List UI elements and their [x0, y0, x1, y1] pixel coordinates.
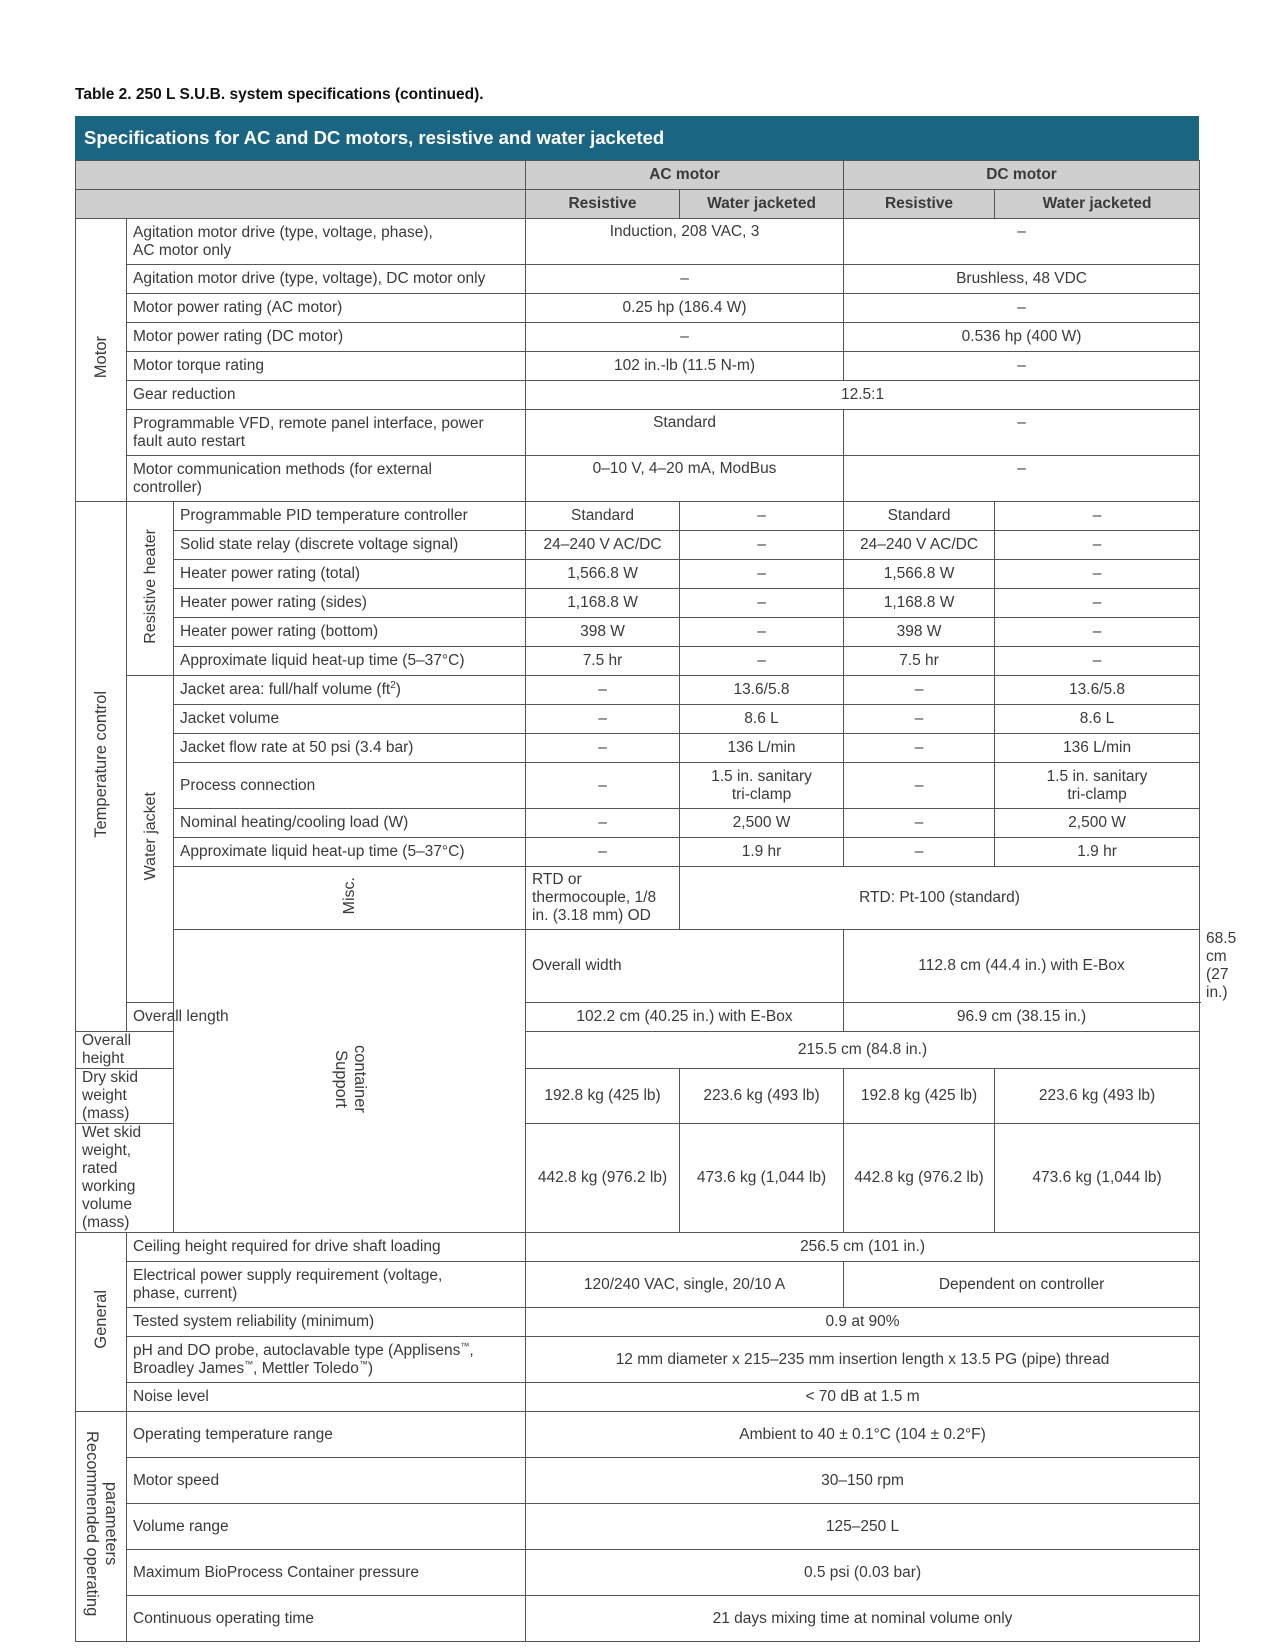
- cell-ac-resistive: –: [526, 809, 680, 838]
- cell-ac-resistive: 24–240 V AC/DC: [526, 531, 680, 560]
- cell-dc: –: [844, 219, 1200, 265]
- cell-ac-resistive: –: [526, 734, 680, 763]
- cell-all: 0.5 psi (0.03 bar): [526, 1550, 1200, 1596]
- cell-dc: 96.9 cm (38.15 in.): [844, 1003, 1200, 1032]
- section-recommended-operating-parameters: Recommended operating parameters: [76, 1412, 127, 1642]
- cell-dc-resistive: Standard: [844, 502, 995, 531]
- row-label: Jacket volume: [174, 705, 526, 734]
- row-label: Overall length: [127, 1003, 526, 1032]
- table-row: [76, 265, 1200, 294]
- table-row: [76, 1596, 1200, 1642]
- cell-dc: –: [844, 352, 1200, 381]
- header-dc-resistive: Resistive: [844, 190, 995, 219]
- cell-dc-water-jacketed: 13.6/5.8: [995, 676, 1200, 705]
- table-row: [76, 1550, 1200, 1596]
- cell-ac-resistive: –: [526, 705, 680, 734]
- cell-ac: 0–10 V, 4–20 mA, ModBus: [526, 456, 844, 502]
- row-label: RTD or thermocouple, 1/8 in. (3.18 mm) OD: [526, 867, 680, 930]
- cell-dc-water-jacketed: 223.6 kg (493 lb): [995, 1069, 1200, 1124]
- cell-dc-resistive: –: [844, 809, 995, 838]
- cell-dc-resistive: 398 W: [844, 618, 995, 647]
- table-row: [76, 734, 1200, 763]
- row-label: Maximum BioProcess Container pressure: [127, 1550, 526, 1596]
- cell-dc-resistive: –: [844, 838, 995, 867]
- row-label: Motor power rating (AC motor): [127, 294, 526, 323]
- cell-dc-resistive: 7.5 hr: [844, 647, 995, 676]
- subsection-misc: Misc.: [174, 867, 526, 930]
- cell-dc-water-jacketed: 136 L/min: [995, 734, 1200, 763]
- cell-ac: 120/240 VAC, single, 20/10 A: [526, 1262, 844, 1308]
- row-label: Wet skid weight, rated working volume (mass): [76, 1124, 174, 1233]
- cell-ac: 0.25 hp (186.4 W): [526, 294, 844, 323]
- table-row: [76, 1458, 1200, 1504]
- cell-ac: 102 in.-lb (11.5 N-m): [526, 352, 844, 381]
- cell-ac: Induction, 208 VAC, 3: [526, 219, 844, 265]
- cell-dc: –: [844, 410, 1200, 456]
- cell-ac-resistive: 1,168.8 W: [526, 589, 680, 618]
- cell-all: 30–150 rpm: [526, 1458, 1200, 1504]
- cell-all: 12 mm diameter x 215–235 mm insertion length x 13.5 PG (pipe) thread: [526, 1337, 1200, 1383]
- row-label: Process connection: [174, 763, 526, 809]
- table-row: [76, 219, 1200, 265]
- table-row: [76, 352, 1200, 381]
- header-ac-motor: AC motor: [526, 161, 844, 190]
- table-row: [76, 589, 1200, 618]
- cell-dc: 0.536 hp (400 W): [844, 323, 1200, 352]
- cell-dc-water-jacketed: –: [995, 560, 1200, 589]
- table-row: [76, 838, 1200, 867]
- table-row: [76, 323, 1200, 352]
- cell-ac-resistive: –: [526, 763, 680, 809]
- cell-ac-resistive: –: [526, 838, 680, 867]
- cell-ac-resistive: –: [526, 676, 680, 705]
- cell-dc-water-jacketed: –: [995, 531, 1200, 560]
- table-row: [76, 647, 1200, 676]
- header-row: [76, 190, 1200, 219]
- header-row: [76, 161, 1200, 190]
- table-row: [76, 1308, 1200, 1337]
- row-label: Motor power rating (DC motor): [127, 323, 526, 352]
- row-label: Jacket flow rate at 50 psi (3.4 bar): [174, 734, 526, 763]
- cell-ac-water-jacketed: –: [680, 502, 844, 531]
- cell-ac: 112.8 cm (44.4 in.) with E-Box: [844, 930, 1200, 1003]
- row-label: Gear reduction: [127, 381, 526, 410]
- row-label: Ceiling height required for drive shaft loading: [127, 1233, 526, 1262]
- cell-dc-resistive: –: [844, 676, 995, 705]
- row-label: Continuous operating time: [127, 1596, 526, 1642]
- cell-dc-water-jacketed: –: [995, 618, 1200, 647]
- cell-dc-resistive: –: [844, 705, 995, 734]
- cell-all: 256.5 cm (101 in.): [526, 1233, 1200, 1262]
- cell-dc: –: [844, 294, 1200, 323]
- header-blank: [76, 161, 526, 190]
- section-general: General: [76, 1233, 127, 1412]
- table-banner: Specifications for AC and DC motors, resistive and water jacketed: [75, 116, 1199, 160]
- cell-dc-resistive: –: [844, 734, 995, 763]
- cell-ac-water-jacketed: 2,500 W: [680, 809, 844, 838]
- subsection-water-jacket: Water jacket: [127, 676, 174, 1003]
- table-row: [76, 618, 1200, 647]
- table-row: [76, 1233, 1200, 1262]
- cell-dc-water-jacketed: 8.6 L: [995, 705, 1200, 734]
- subsection-resistive-heater: Resistive heater: [127, 502, 174, 676]
- cell-ac-water-jacketed: –: [680, 531, 844, 560]
- table-row: [76, 809, 1200, 838]
- cell-dc-water-jacketed: 2,500 W: [995, 809, 1200, 838]
- section-support-container: Support container: [174, 930, 526, 1233]
- cell-ac: –: [526, 265, 844, 294]
- cell-ac: –: [526, 323, 844, 352]
- cell-ac-water-jacketed: –: [680, 560, 844, 589]
- cell-ac-water-jacketed: –: [680, 618, 844, 647]
- cell-ac-water-jacketed: 473.6 kg (1,044 lb): [680, 1124, 844, 1233]
- header-ac-water-jacketed: Water jacketed: [680, 190, 844, 219]
- row-label: Agitation motor drive (type, voltage, phase), AC motor only: [127, 219, 526, 265]
- row-label: Tested system reliability (minimum): [127, 1308, 526, 1337]
- cell-all: 125–250 L: [526, 1504, 1200, 1550]
- table-row: [76, 1412, 1200, 1458]
- table-row: [76, 560, 1200, 589]
- row-label: pH and DO probe, autoclavable type (Applisens™, Broadley James™, Mettler Toledo™): [127, 1337, 526, 1383]
- cell-ac-resistive: 192.8 kg (425 lb): [526, 1069, 680, 1124]
- cell-ac-resistive: 442.8 kg (976.2 lb): [526, 1124, 680, 1233]
- row-label: Approximate liquid heat-up time (5–37°C): [174, 838, 526, 867]
- header-blank: [76, 190, 526, 219]
- cell-dc: Dependent on controller: [844, 1262, 1200, 1308]
- row-label: Approximate liquid heat-up time (5–37°C): [174, 647, 526, 676]
- cell-dc-resistive: –: [844, 763, 995, 809]
- table-row: [76, 1003, 1200, 1032]
- table-row: [76, 410, 1200, 456]
- row-label: Heater power rating (sides): [174, 589, 526, 618]
- section-temperature-control: Temperature control: [76, 502, 127, 1032]
- table-row: [76, 381, 1200, 410]
- cell-ac-water-jacketed: 1.9 hr: [680, 838, 844, 867]
- cell-dc-resistive: 442.8 kg (976.2 lb): [844, 1124, 995, 1233]
- cell-dc-resistive: 24–240 V AC/DC: [844, 531, 995, 560]
- cell-ac-water-jacketed: –: [680, 647, 844, 676]
- cell-all: 215.5 cm (84.8 in.): [526, 1032, 1200, 1069]
- table-row: [76, 502, 1200, 531]
- row-label: Programmable VFD, remote panel interface, power fault auto restart: [127, 410, 526, 456]
- header-ac-resistive: Resistive: [526, 190, 680, 219]
- cell-dc-water-jacketed: –: [995, 647, 1200, 676]
- cell-dc: –: [844, 456, 1200, 502]
- table-row: [76, 1504, 1200, 1550]
- row-label: Nominal heating/cooling load (W): [174, 809, 526, 838]
- cell-dc-water-jacketed: 473.6 kg (1,044 lb): [995, 1124, 1200, 1233]
- cell-dc-resistive: 192.8 kg (425 lb): [844, 1069, 995, 1124]
- cell-ac-water-jacketed: 1.5 in. sanitary tri-clamp: [680, 763, 844, 809]
- cell-dc-resistive: 1,566.8 W: [844, 560, 995, 589]
- table-caption: Table 2. 250 L S.U.B. system specifications (continued).: [75, 86, 484, 103]
- row-label: Dry skid weight (mass): [76, 1069, 174, 1124]
- cell-all: < 70 dB at 1.5 m: [526, 1383, 1200, 1412]
- table-row: [76, 705, 1200, 734]
- cell-ac: 102.2 cm (40.25 in.) with E-Box: [526, 1003, 844, 1032]
- cell-all: RTD: Pt-100 (standard): [680, 867, 1200, 930]
- table-row: Support container Overall width 112.8 cm (44.4 in.) with E-Box 68.5 cm (27 in.): [76, 930, 1200, 1003]
- cell-ac-resistive: 7.5 hr: [526, 647, 680, 676]
- row-label: Electrical power supply requirement (voltage, phase, current): [127, 1262, 526, 1308]
- table-row: [76, 763, 1200, 809]
- cell-ac-resistive: 398 W: [526, 618, 680, 647]
- cell-ac-water-jacketed: 13.6/5.8: [680, 676, 844, 705]
- cell-dc-water-jacketed: 1.9 hr: [995, 838, 1200, 867]
- table-row: [76, 531, 1200, 560]
- row-label: Motor speed: [127, 1458, 526, 1504]
- cell-dc-resistive: 1,168.8 W: [844, 589, 995, 618]
- row-label: Motor communication methods (for external controller): [127, 456, 526, 502]
- row-label: Heater power rating (total): [174, 560, 526, 589]
- table-row: [76, 1383, 1200, 1412]
- cell-ac-resistive: 1,566.8 W: [526, 560, 680, 589]
- section-motor: Motor: [76, 219, 127, 502]
- row-label: Overall height: [76, 1032, 174, 1069]
- table-row: [76, 1262, 1200, 1308]
- cell-dc-water-jacketed: –: [995, 589, 1200, 618]
- cell-all: 21 days mixing time at nominal volume only: [526, 1596, 1200, 1642]
- table-row: [76, 1337, 1200, 1383]
- row-label: Noise level: [127, 1383, 526, 1412]
- row-label: Solid state relay (discrete voltage signal): [174, 531, 526, 560]
- table-row: [76, 294, 1200, 323]
- cell-dc: Brushless, 48 VDC: [844, 265, 1200, 294]
- table-row: [76, 676, 1200, 705]
- row-label: Agitation motor drive (type, voltage), DC motor only: [127, 265, 526, 294]
- row-label: Motor torque rating: [127, 352, 526, 381]
- row-label: Jacket area: full/half volume $(ft^2)$: [174, 676, 526, 705]
- row-label: Overall width: [526, 930, 844, 1003]
- row-label: Heater power rating (bottom): [174, 618, 526, 647]
- table-row: [76, 456, 1200, 502]
- row-label: Volume range: [127, 1504, 526, 1550]
- cell-all: 0.9 at 90%: [526, 1308, 1200, 1337]
- header-dc-water-jacketed: Water jacketed: [995, 190, 1200, 219]
- cell-ac-resistive: Standard: [526, 502, 680, 531]
- header-dc-motor: DC motor: [844, 161, 1200, 190]
- cell-ac-water-jacketed: 8.6 L: [680, 705, 844, 734]
- cell-ac-water-jacketed: 136 L/min: [680, 734, 844, 763]
- cell-all: 12.5:1: [526, 381, 1200, 410]
- cell-ac-water-jacketed: –: [680, 589, 844, 618]
- table-row: [76, 867, 1200, 930]
- spec-table: [75, 160, 1237, 1642]
- cell-dc-water-jacketed: –: [995, 502, 1200, 531]
- cell-ac: Standard: [526, 410, 844, 456]
- cell-dc-water-jacketed: 1.5 in. sanitary tri-clamp: [995, 763, 1200, 809]
- row-label: Operating temperature range: [127, 1412, 526, 1458]
- cell-ac-water-jacketed: 223.6 kg (493 lb): [680, 1069, 844, 1124]
- row-label: Programmable PID temperature controller: [174, 502, 526, 531]
- cell-all: Ambient to 40 ± 0.1°C (104 ± 0.2°F): [526, 1412, 1200, 1458]
